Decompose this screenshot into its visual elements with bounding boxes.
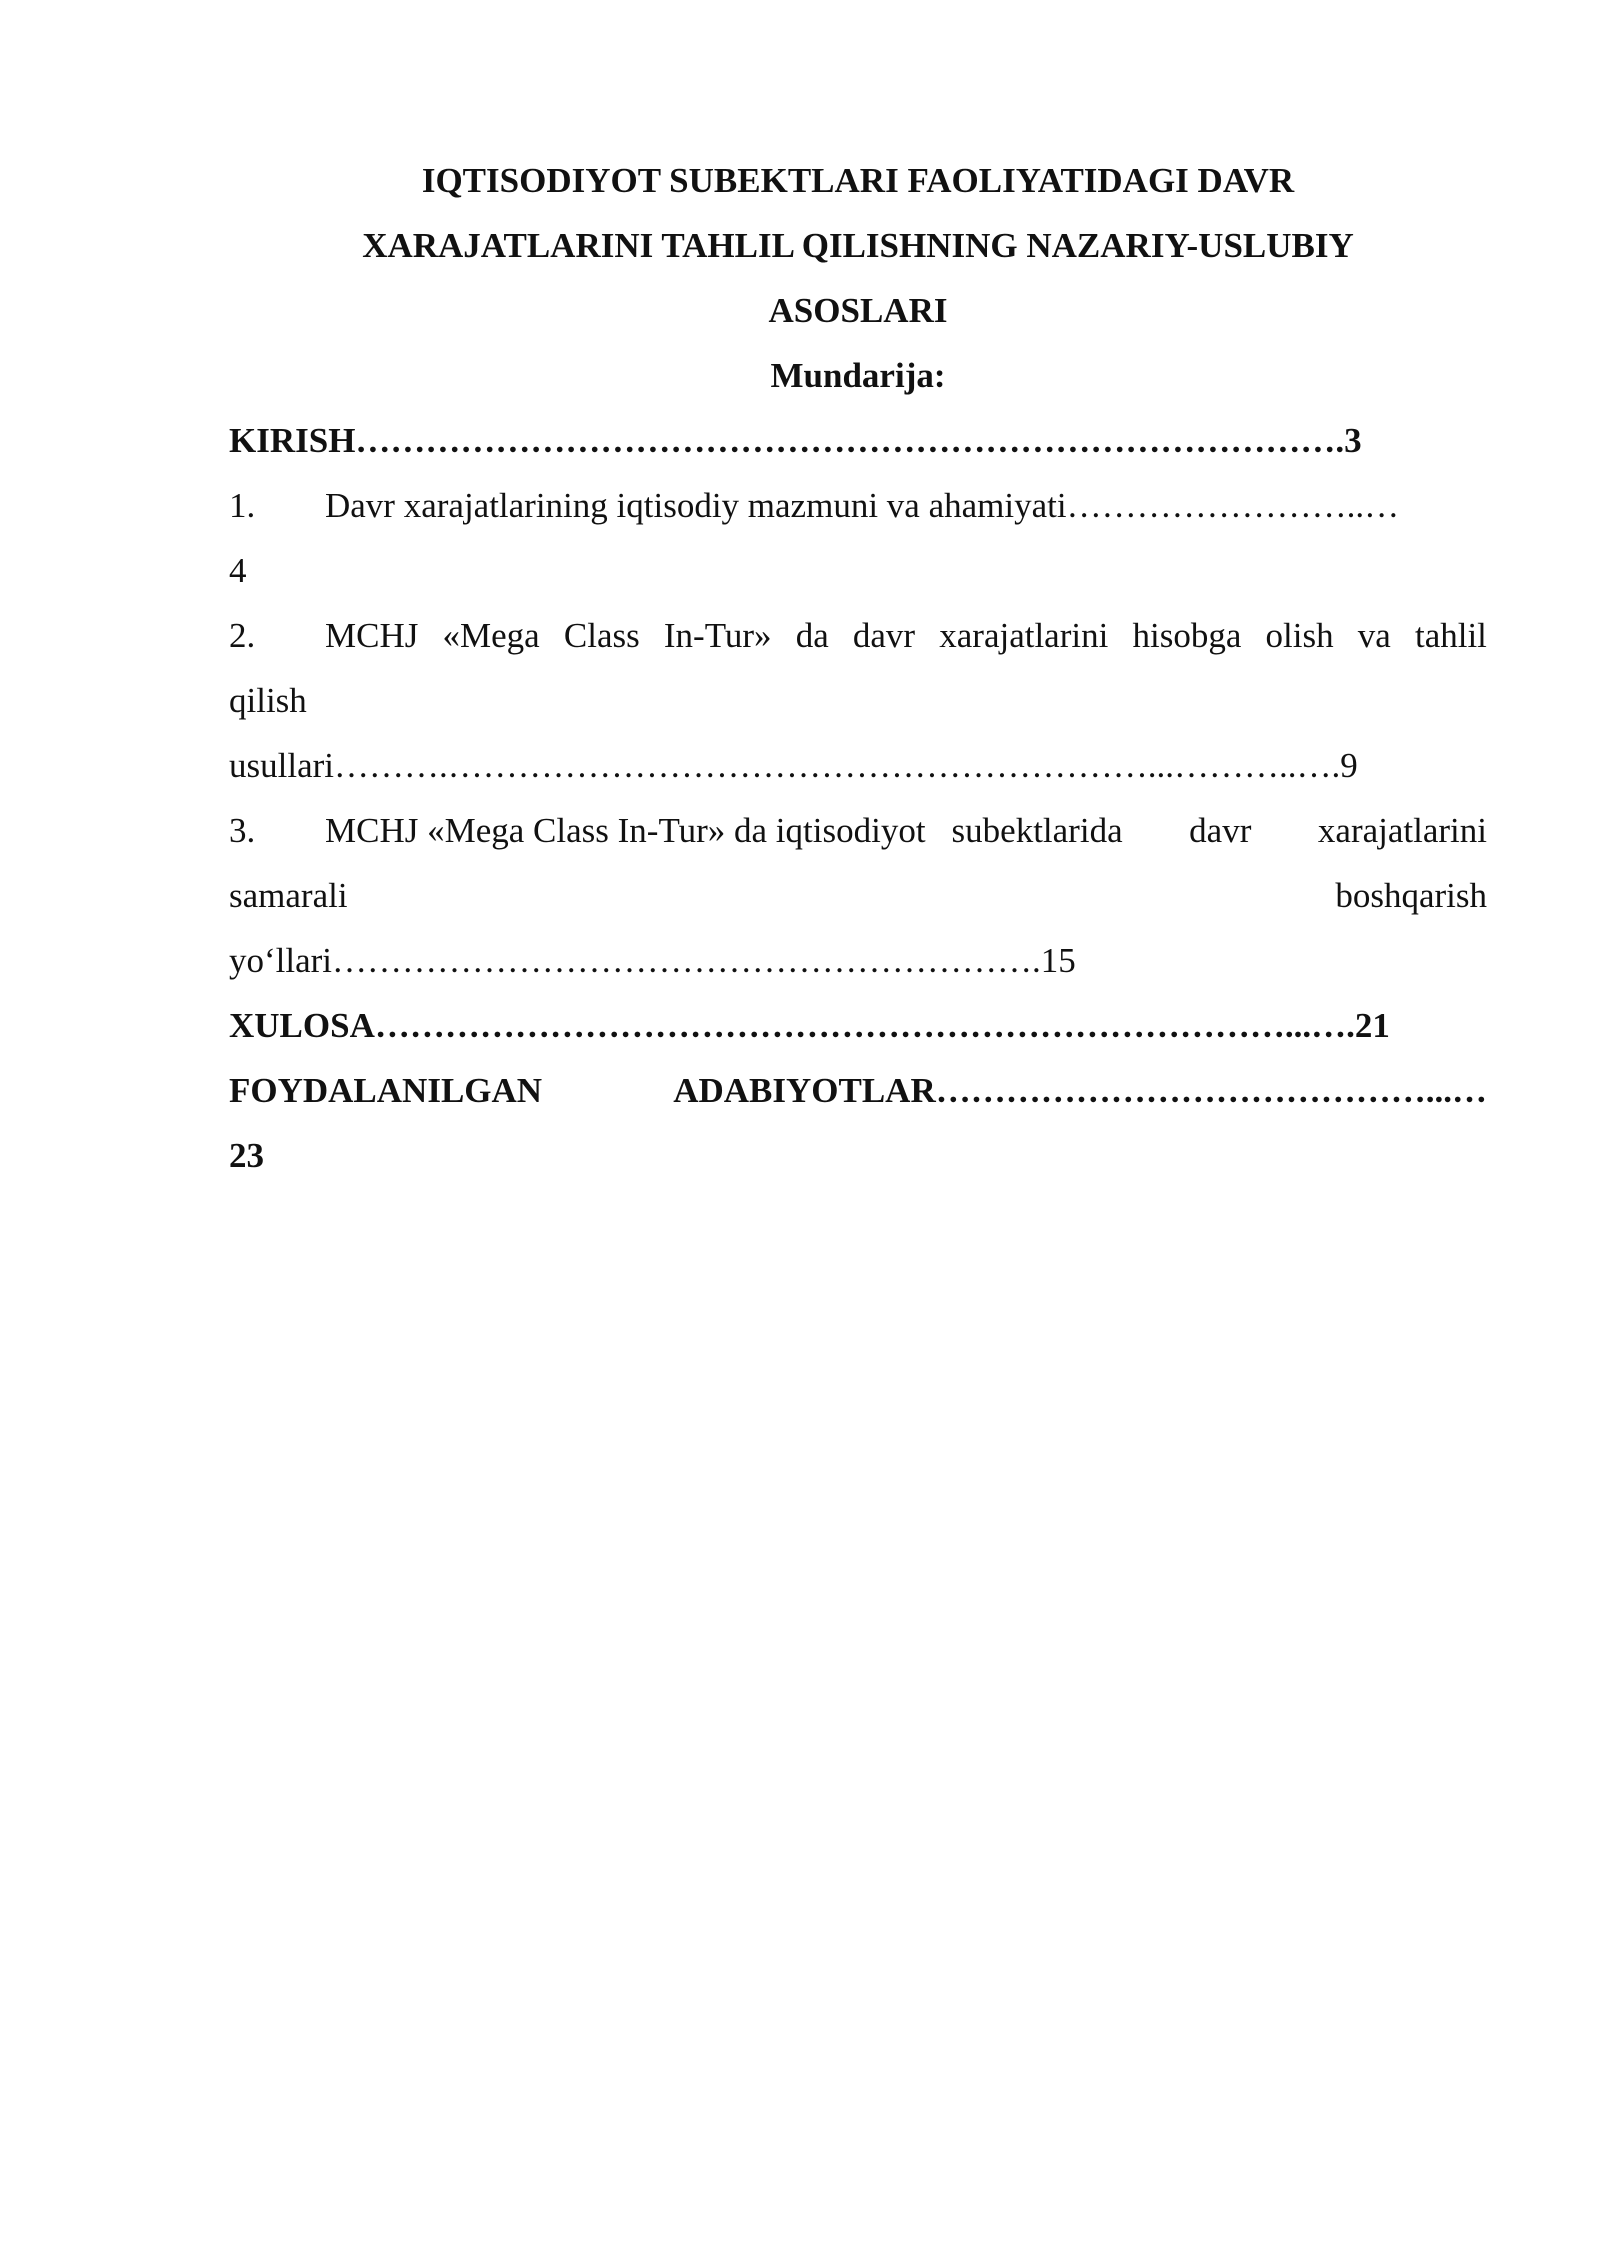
toc-word: va [1357, 616, 1391, 655]
toc-heading: Mundarija: [770, 356, 946, 395]
toc-entry-2-continued: qilish [229, 681, 307, 720]
toc-word: da [795, 616, 829, 655]
toc-entry-references-page: 23 [229, 1136, 264, 1175]
toc-word: tahlil [1414, 616, 1487, 655]
toc-references-label: FOYDALANILGAN [229, 1071, 543, 1110]
toc-entry-number: 2. [229, 616, 256, 655]
toc-entry-references [229, 1058, 1487, 1123]
toc-entry-intro: KIRISH………………………………………………………………………….3 [229, 421, 1362, 460]
toc-word: boshqarish [1335, 876, 1487, 915]
toc-entry-conclusion: XULOSA……………………………………………………………………...….21 [229, 1006, 1390, 1045]
toc-references-leader: ADABIYOTLAR……………………………………...… [673, 1071, 1487, 1110]
toc-word: xarajatlarini [939, 616, 1109, 655]
toc-entry-text-start: MCHJ «Mega Class In-Tur» da iqtisodiyot [325, 811, 926, 850]
toc-entry-text-end [926, 798, 1487, 863]
toc-entry-1-page: 4 [229, 551, 247, 590]
toc-entry-3 [229, 798, 1487, 863]
toc-word: Class [563, 616, 640, 655]
toc-word: hisobga [1132, 616, 1242, 655]
toc-word: davr [852, 616, 916, 655]
toc-entry-3-page: yo‘llari…………………………………………………….15 [229, 941, 1076, 980]
toc-entry-text: Davr xarajatlarining iqtisodiy mazmuni va ahamiyati……………………..… [325, 486, 1400, 525]
toc-entry-2 [229, 603, 1487, 668]
toc-entry-number: 3. [229, 811, 256, 850]
toc-entry-3-continued [229, 863, 1487, 928]
toc-entry-text [325, 603, 1487, 668]
toc-entry-number: 1. [229, 486, 256, 525]
toc-word: xarajatlarini [1317, 811, 1487, 850]
toc-word: samarali [229, 876, 348, 915]
toc-word: MCHJ [325, 616, 419, 655]
toc-word: In-Tur» [663, 616, 772, 655]
toc-entry-2-page: usullari……….……………………………………………………...………..….9 [229, 746, 1358, 785]
document-title-line-1: IQTISODIYOT SUBEKTLARI FAOLIYATIDAGI DAVR [421, 161, 1295, 200]
toc-word: «Mega [442, 616, 540, 655]
document-title-line-2: XARAJATLARINI TAHLIL QILISHNING NAZARIY-USLUBIY [362, 226, 1354, 265]
toc-entry-1 [229, 473, 1487, 538]
toc-word: olish [1265, 616, 1334, 655]
toc-word: davr [1189, 811, 1252, 850]
page-content [229, 148, 1487, 1188]
document-title-line-3: ASOSLARI [768, 291, 948, 330]
toc-word: subektlarida [951, 811, 1123, 850]
